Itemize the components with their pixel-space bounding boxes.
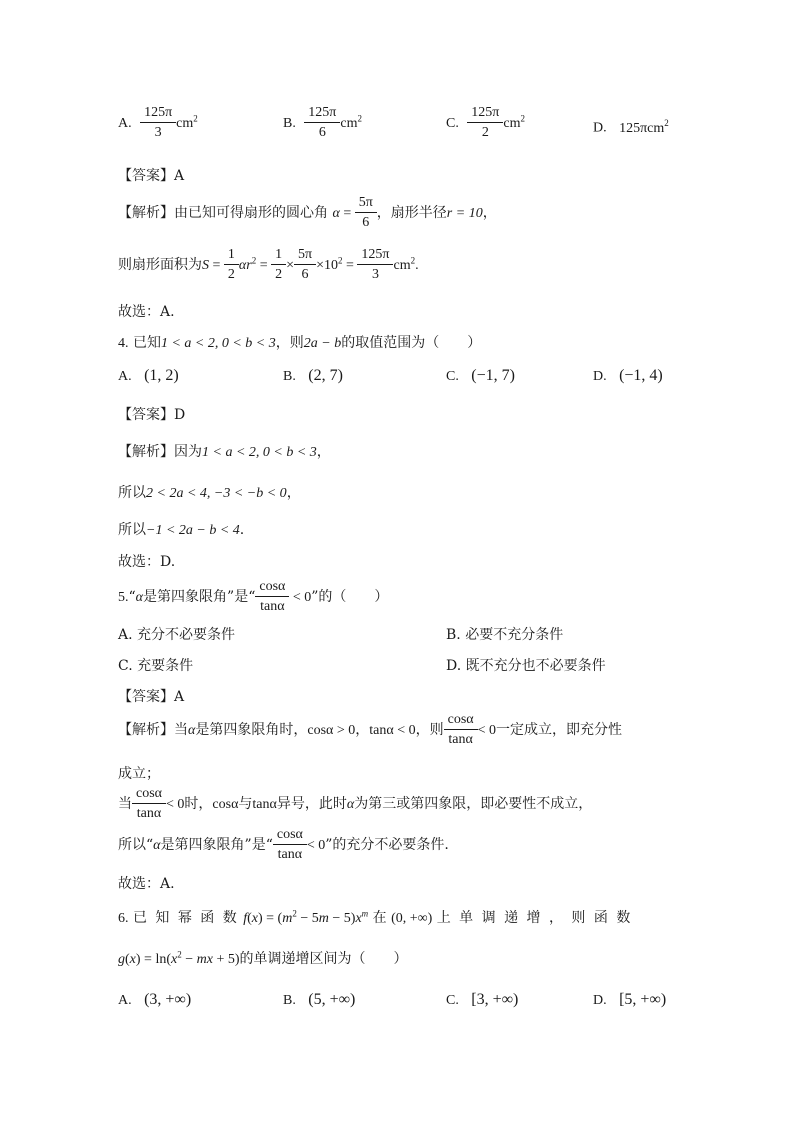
q6-option-b[interactable]: B. (5, +∞) bbox=[283, 991, 356, 1008]
unit: cm bbox=[176, 116, 194, 131]
q5-analysis-line3: 当 $\frac{\cos\alpha}{\tan\alpha}$ < 0时，cosα与tanα异号，此时α为第三或第四象限，即必要性不成立， bbox=[118, 786, 593, 821]
q3-option-c[interactable]: C. $\frac{125\pi}{2}$ $cm^2$ bbox=[446, 105, 525, 140]
q3-analysis-line1: 【解析】由已知可得扇形的圆心角 α = $\frac{5\pi}{6}$ ，扇形半径r = 10， bbox=[118, 195, 497, 230]
q5-stem: 5.“α是第四象限角”是“ $\frac{\cos\alpha}{\tan\alpha}$ < 0”的（ ） bbox=[118, 579, 389, 614]
q3-option-d[interactable]: D. 125πcm$^2$ bbox=[593, 118, 669, 136]
q6-option-d[interactable]: D. [5, +∞) bbox=[593, 991, 667, 1008]
q5-option-c[interactable]: C. 充要条件 bbox=[118, 658, 194, 674]
q5-answer: 【答案】A bbox=[118, 689, 185, 705]
option-label: A. bbox=[118, 116, 132, 131]
q3-option-b[interactable]: B. $\frac{125\pi}{6}$ $cm^2$ bbox=[283, 105, 362, 140]
q4-stem: 4. 已知1 < a < 2, 0 < b < 3，则2a − b的取值范围为（ ） bbox=[118, 335, 482, 351]
fraction: $\frac{125\pi}{6}$ bbox=[306, 106, 338, 140]
q4-option-b[interactable]: B. (2, 7) bbox=[283, 367, 343, 384]
q6-option-a[interactable]: A. (3, +∞) bbox=[118, 991, 192, 1008]
q4-option-c[interactable]: C. (−1, 7) bbox=[446, 367, 515, 384]
q4-analysis-line1: 【解析】因为1 < a < 2, 0 < b < 3， bbox=[118, 444, 331, 460]
q4-analysis-line3: 所以−1 < 2a − b < 4. bbox=[118, 522, 245, 538]
q5-analysis-line1: 【解析】当α是第四象限角时，cosα > 0，tanα < 0，则 $\frac{\cos\alpha}{\tan\alpha}$ < 0一定成立，即充分性 bbox=[118, 712, 623, 747]
q4-option-d[interactable]: D. (−1, 4) bbox=[593, 367, 663, 384]
fraction: $\frac{125\pi}{3}$ bbox=[142, 106, 174, 140]
q5-analysis-line2: 成立； bbox=[118, 766, 160, 782]
q5-option-d[interactable]: D. 既不充分也不必要条件 bbox=[446, 658, 606, 674]
q6-stem-line1: 6. 已 知 幂 函 数 $f(x) = (m^2 - 5m - 5)x^m$ 在 (0, +∞) 上 单 调 递 增 ， 则 函 数 bbox=[118, 908, 633, 926]
q5-option-b[interactable]: B. 必要不充分条件 bbox=[446, 627, 564, 643]
fraction: $\frac{125\pi}{2}$ bbox=[469, 106, 501, 140]
q5-analysis-line4: 所以“α是第四象限角”是“ $\frac{\cos\alpha}{\tan\alpha}$ < 0”的充分不必要条件. bbox=[118, 827, 449, 862]
q4-answer: 【答案】D bbox=[118, 407, 186, 423]
q3-answer: 【答案】A bbox=[118, 168, 185, 184]
q3-analysis-line2: 则扇形面积为S = $\frac{1}{2}$ $\alpha r^2$ = $\frac{1}{2}$ × $\frac{5\pi}{6}$ $\times 10^2$ = $\frac{125\pi}{3}$ $cm^2$. bbox=[118, 247, 419, 282]
q3-conclusion: 故选：A. bbox=[118, 304, 175, 320]
q4-option-a[interactable]: A. (1, 2) bbox=[118, 367, 179, 384]
q3-option-a[interactable]: A. $\frac{125\pi}{3}$ $cm^2$ bbox=[118, 105, 198, 140]
q5-option-a[interactable]: A. 充分不必要条件 bbox=[118, 627, 236, 643]
q6-stem-line2: $g(x) = \ln(x^2$ − mx + 5)的单调递增区间为（ ） bbox=[118, 949, 408, 967]
q4-conclusion: 故选：D. bbox=[118, 554, 176, 570]
q6-option-c[interactable]: C. [3, +∞) bbox=[446, 991, 519, 1008]
q4-analysis-line2: 所以2 < 2a < 4, −3 < −b < 0， bbox=[118, 485, 301, 501]
q5-conclusion: 故选：A. bbox=[118, 876, 175, 892]
